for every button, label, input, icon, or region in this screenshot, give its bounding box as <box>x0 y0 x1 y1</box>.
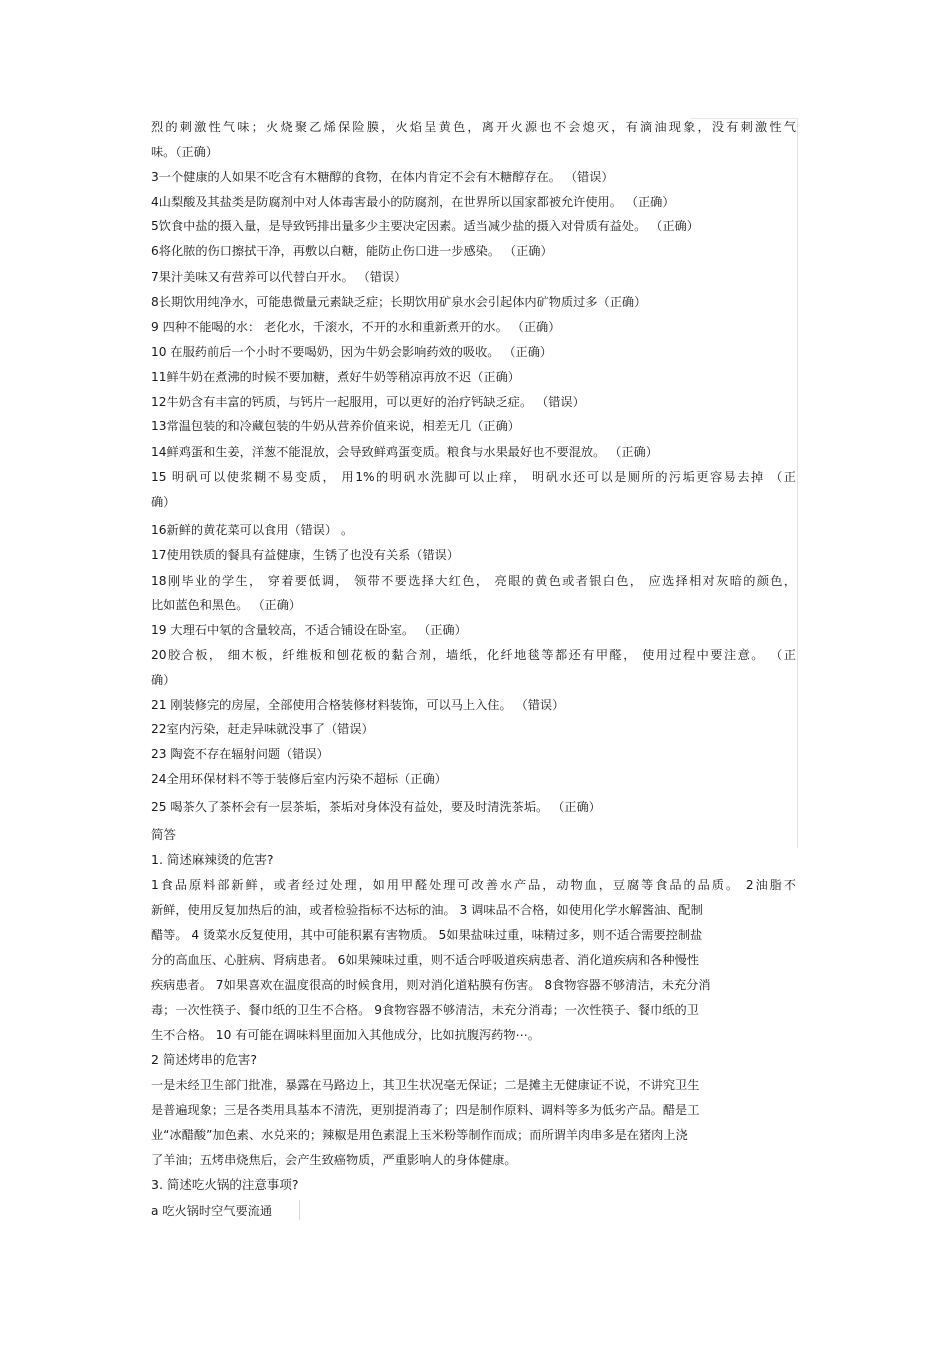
text-line: 6将化脓的伤口擦拭干净，再敷以白糖，能防止伤口进一步感染。 （正确） <box>151 244 553 258</box>
text-line: 确） <box>151 673 176 687</box>
text-line: 15 明矾可以使浆糊不易变质， 用1%的明矾水洗脚可以止痒， 明矾水还可以是厕所的污垢更容易去掉 （正 <box>151 470 796 484</box>
text-line: 确） <box>151 495 176 509</box>
text-line: 18刚毕业的学生， 穿着要低调， 领带不要选择大红色， 亮眼的黄色或者银白色， 应选择相对灰暗的颜色， <box>151 574 796 588</box>
text-line: 24全用环保材料不等于装修后室内污染不超标（正确） <box>151 772 447 786</box>
text-line: 毒；一次性筷子、餐巾纸的卫生不合格。 9食物容器不够清洁，未充分消毒；一次性筷子、餐巾纸的卫 <box>151 1003 699 1017</box>
question-heading: 2 简述烤串的危害? <box>151 1052 258 1067</box>
text-line: 新鲜，使用反复加热后的油，或者检验指标不达标的油。 3 调味品不合格，如使用化学水解酱油、配制 <box>151 903 703 917</box>
text-line: 烈的刺激性气味；火烧聚乙烯保险膜，火焰呈黄色，离开火源也不会熄灭，有滴油现象，没有刺激性气 <box>151 120 796 134</box>
text-line: 23 陶瓷不存在辐射问题（错误） <box>151 747 329 761</box>
text-line: 7果汁美味又有营养可以代替白开水。 （错误） <box>151 270 407 284</box>
text-line: 1食品原料部新鲜，或者经过处理，如用甲醛处理可改善水产品，动物血，豆腐等食品的品质。 2油脂不 <box>151 878 796 892</box>
text-line: 10 在服药前后一个小时不要喝奶，因为牛奶会影响药效的吸收。 （正确） <box>151 345 553 359</box>
text-line: 11鲜牛奶在煮沸的时候不要加糖，煮好牛奶等稍凉再放不迟（正确） <box>151 370 520 384</box>
text-line: 12牛奶含有丰富的钙质，与钙片一起服用，可以更好的治疗钙缺乏症。 （错误） <box>151 395 585 409</box>
text-line: a 吃火锅时空气要流通 <box>151 1204 273 1218</box>
text-line: 5饮食中盐的摄入量，是导致钙排出量多少主要决定因素。适当减少盐的摄入对骨质有益处。 （正确） <box>151 219 699 233</box>
text-line: 16新鲜的黄花菜可以食用（错误） 。 <box>151 523 354 537</box>
page-frame-mark <box>299 1200 300 1220</box>
text-line: 20胶合板， 细木板，纤维板和刨花板的黏合剂，墙纸，化纤地毯等都还有甲醛， 使用过程中要注意。 （正 <box>151 648 796 662</box>
text-line: 业“冰醋酸”加色素、水兑来的；辣椒是用色素混上玉米粉等制作而成；而所谓羊肉串多是在猪肉上浇 <box>151 1128 688 1142</box>
text-line: 分的高血压、心脏病、肾病患者。 6如果辣味过重，则不适合呼吸道疾病患者、消化道疾病和各种慢性 <box>151 953 699 967</box>
text-line: 味。（正确） <box>151 145 219 159</box>
text-line: 22室内污染，赶走异味就没事了（错误） <box>151 722 374 736</box>
question-heading: 3. 简述吃火锅的注意事项? <box>151 1177 299 1192</box>
text-line: 一是未经卫生部门批准，暴露在马路边上，其卫生状况毫无保证；二是摊主无健康证不说，不讲究卫生 <box>151 1078 700 1092</box>
text-line: 19 大理石中氡的含量较高，不适合铺设在卧室。 （正确） <box>151 623 467 637</box>
text-line: 9 四种不能喝的水： 老化水，千滚水，不开的水和重新煮开的水。 （正确） <box>151 320 561 334</box>
section-heading: 简答 <box>151 827 177 842</box>
text-line: 3一个健康的人如果不吃含有木糖醇的食物，在体内肯定不会有木糖醇存在。 （错误） <box>151 170 614 184</box>
text-line: 14鲜鸡蛋和生姜，洋葱不能混放，会导致鲜鸡蛋变质。粮食与水果最好也不要混放。 （正确） <box>151 445 658 459</box>
text-line: 4山梨酸及其盐类是防腐剂中对人体毒害最小的防腐剂，在世界所以国家都被允许使用。 （正确） <box>151 195 675 209</box>
text-line: 是普遍现象；三是各类用具基本不清洗，更别提消毒了；四是制作原料、调料等多为低劣产品。醋是工 <box>151 1103 700 1117</box>
text-line: 醋等。 4 烫菜水反复使用，其中可能积累有害物质。 5如果盐味过重，味精过多，则不适合需要控制盐 <box>151 928 703 942</box>
page-frame-right <box>797 118 798 848</box>
question-heading: 1. 简述麻辣烫的危害? <box>151 852 274 867</box>
text-line: 疾病患者。 7如果喜欢在温度很高的时候食用，则对消化道粘膜有伤害。 8食物容器不够清洁，未充分消 <box>151 978 711 992</box>
text-line: 13常温包装的和冷藏包装的牛奶从营养价值来说，相差无几（正确） <box>151 419 520 433</box>
text-line: 25 喝茶久了茶杯会有一层茶垢，茶垢对身体没有益处，要及时清洗茶垢。 （正确） <box>151 800 601 814</box>
text-line: 17使用铁质的餐具有益健康，生锈了也没有关系（错误） <box>151 548 460 562</box>
text-line: 比如蓝色和黑色。 （正确） <box>151 598 302 612</box>
text-line: 了羊油；五烤串烧焦后，会产生致癌物质，严重影响人的身体健康。 <box>151 1153 517 1167</box>
text-line: 8长期饮用纯净水，可能患微量元素缺乏症；长期饮用矿泉水会引起体内矿物质过多（正确） <box>151 295 647 309</box>
text-line: 21 刚装修完的房屋，全部使用合格装修材料装饰，可以马上入住。 （错误） <box>151 698 565 712</box>
text-line: 生不合格。 10 有可能在调味料里面加入其他成分，比如抗腹泻药物⋯。 <box>151 1028 540 1042</box>
